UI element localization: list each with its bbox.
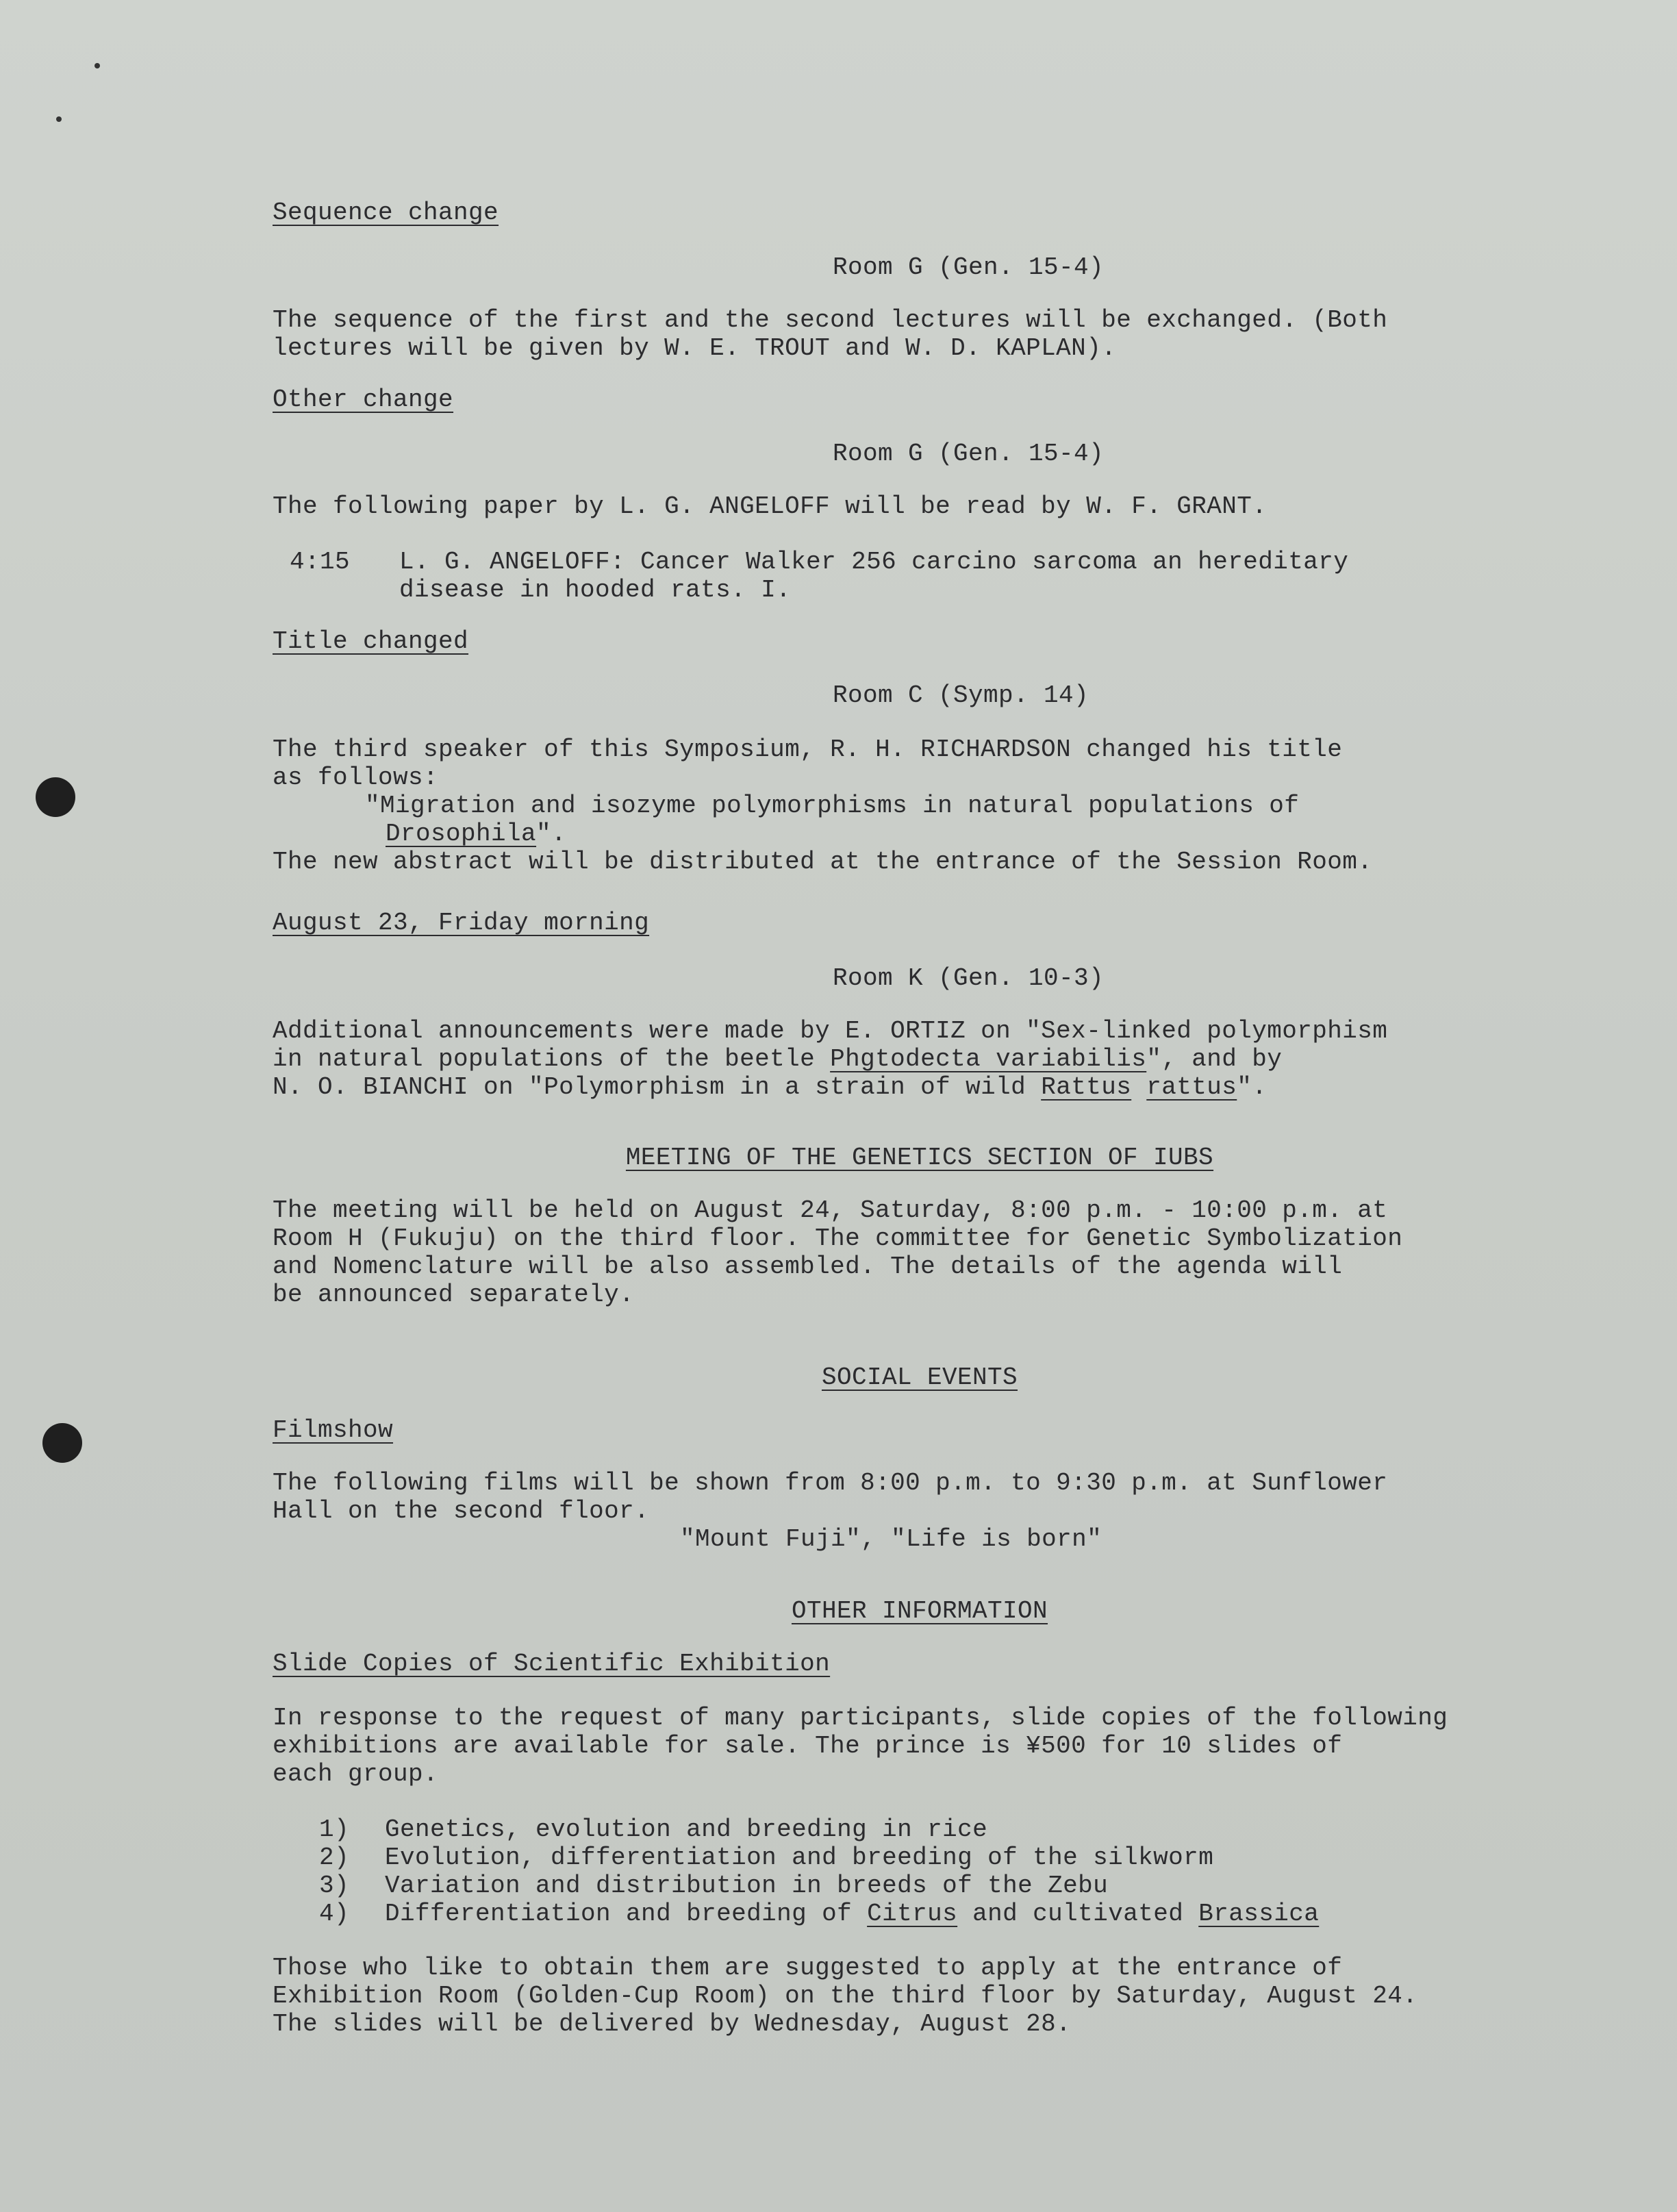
- text: ".: [1237, 1073, 1268, 1101]
- room-label: Room K (Gen. 10-3): [833, 964, 1105, 992]
- section-title-changed: [273, 627, 1594, 876]
- paragraph: The third speaker of this Symposium, R. H. RICHARDSON changed his title as follows:: [273, 736, 1343, 792]
- list-number: 1): [319, 1815, 350, 1844]
- paper-entry: [273, 548, 1594, 604]
- text: and cultivated: [957, 1900, 1199, 1928]
- quoted-title-end: [273, 820, 1594, 848]
- list-item: [319, 1844, 1594, 1872]
- list-text: Genetics, evolution and breeding in rice: [385, 1815, 988, 1844]
- punch-hole-lower: [42, 1423, 82, 1463]
- section-sequence-change: [273, 199, 1594, 362]
- room-label: Room C (Symp. 14): [833, 681, 1089, 709]
- quote-close: ".: [536, 820, 567, 848]
- heading-genetics-meeting: [273, 1144, 1594, 1172]
- section-august-23: [273, 909, 1594, 1101]
- list-item: [319, 1900, 1594, 1928]
- paper-speck: [94, 63, 100, 68]
- genus-name: Citrus: [867, 1900, 958, 1928]
- heading-social-events: [273, 1363, 1594, 1392]
- genus-name: Brassica: [1198, 1900, 1320, 1928]
- list-number: 2): [319, 1844, 350, 1872]
- paragraph: [273, 1017, 1594, 1101]
- text: Differentiation and breeding of: [385, 1900, 868, 1928]
- section-genetics-meeting: [273, 1144, 1594, 1309]
- text: in natural populations of the beetle: [273, 1045, 831, 1073]
- heading-sequence-change: Sequence change: [273, 199, 499, 227]
- heading-text: OTHER INFORMATION: [791, 1597, 1048, 1625]
- list-number: 3): [319, 1872, 350, 1900]
- genus-name: Rattus: [1041, 1073, 1132, 1101]
- genus-name: Drosophila: [386, 820, 537, 848]
- room-label: Room G (Gen. 15-4): [833, 253, 1105, 281]
- paragraph: The following paper by L. G. ANGELOFF will be read by W. F. GRANT.: [273, 492, 1268, 520]
- heading-other-change: Other change: [273, 386, 454, 414]
- paper-title-line: L. G. ANGELOFF: Cancer Walker 256 carcino sarcoma an hereditary: [399, 548, 1349, 576]
- heading-title-changed: Title changed: [273, 627, 469, 655]
- paragraph: The sequence of the first and the second lectures will be exchanged. (Both lectures will be given by W. E. TROUT and W. D. KAPLAN).: [273, 306, 1388, 362]
- paragraph: Those who like to obtain them are suggested to apply at the entrance of Exhibition Room (Golden-Cup Room) on the third floor by Saturday, August 24. The slides will be delivered by Wednesday, August 28.: [273, 1954, 1418, 2038]
- paragraph: The new abstract will be distributed at the entrance of the Session Room.: [273, 848, 1373, 876]
- text: N. O. BIANCHI on "Polymorphism in a strain of wild: [273, 1073, 1042, 1101]
- paragraph-line: [273, 1045, 1594, 1073]
- paragraph: The following films will be shown from 8:00 p.m. to 9:30 p.m. at Sunflower Hall on the second floor.: [273, 1469, 1388, 1525]
- punch-hole-upper: [36, 777, 75, 817]
- document-body: [273, 199, 1594, 2038]
- heading-filmshow: Filmshow: [273, 1416, 394, 1444]
- heading-august-23: August 23, Friday morning: [273, 909, 650, 937]
- room-label: Room G (Gen. 15-4): [833, 440, 1105, 468]
- film-titles: "Mount Fuji", "Life is born": [680, 1525, 1102, 1553]
- text: ", and by: [1146, 1045, 1283, 1073]
- list-text: Variation and distribution in breeds of the Zebu: [385, 1872, 1109, 1900]
- text: [1131, 1073, 1146, 1101]
- list-text: [385, 1900, 1319, 1928]
- heading-other-information: [273, 1597, 1594, 1625]
- list-number: 4): [319, 1900, 350, 1928]
- section-social-events: [273, 1363, 1594, 1553]
- exhibition-list: [273, 1815, 1594, 1928]
- paper-speck: [56, 116, 62, 122]
- section-other-information: [273, 1597, 1594, 2038]
- paragraph: In response to the request of many participants, slide copies of the following exhibitions are available for sale. The prince is ¥500 for 10 slides of each group.: [273, 1704, 1448, 1788]
- heading-text: MEETING OF THE GENETICS SECTION OF IUBS: [625, 1144, 1214, 1172]
- species-name: Phgtodecta variabilis: [830, 1045, 1147, 1073]
- heading-slide-copies: Slide Copies of Scientific Exhibition: [273, 1650, 831, 1678]
- species-name: rattus: [1146, 1073, 1237, 1101]
- paragraph: The meeting will be held on August 24, Saturday, 8:00 p.m. - 10:00 p.m. at Room H (Fukuju) on the third floor. The committee for Genetic Symbolization and Nomenclature will be also assembled. The details of the agenda will be announced separately.: [273, 1196, 1403, 1309]
- paper-title: [399, 548, 1348, 604]
- list-item: [319, 1815, 1594, 1844]
- heading-text: SOCIAL EVENTS: [821, 1363, 1018, 1392]
- quoted-title: "Migration and isozyme polymorphisms in natural populations of: [365, 792, 1300, 820]
- section-other-change: [273, 386, 1594, 604]
- list-text: Evolution, differentiation and breeding of the silkworm: [385, 1844, 1214, 1872]
- paragraph-line: [273, 1073, 1594, 1101]
- list-item: [319, 1872, 1594, 1900]
- paper-title-line: disease in hooded rats. I.: [399, 576, 792, 604]
- paper-time: 4:15: [290, 548, 351, 576]
- paragraph-line: Additional announcements were made by E. ORTIZ on "Sex-linked polymorphism: [273, 1017, 1388, 1045]
